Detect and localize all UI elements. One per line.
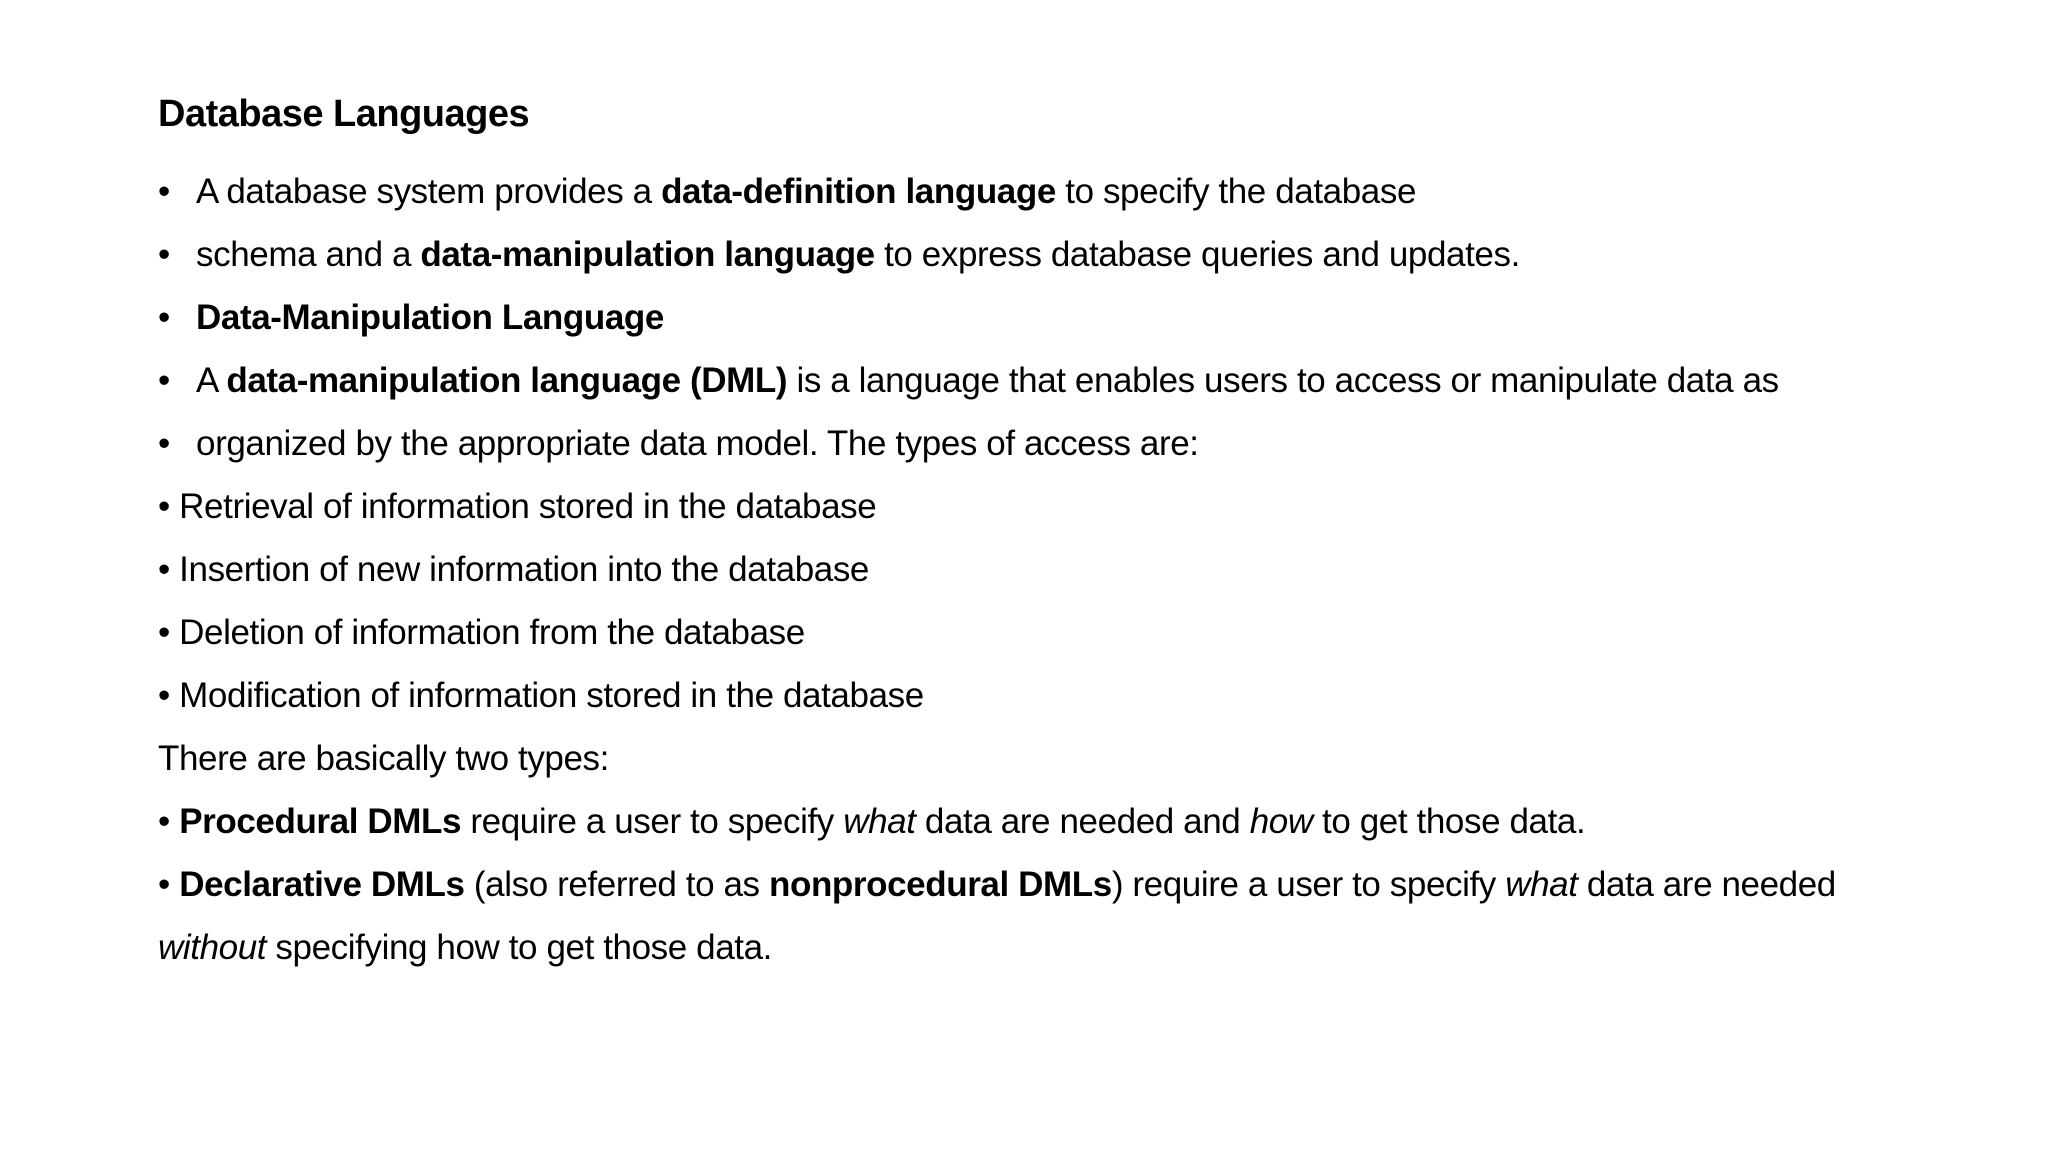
text-run: A database system provides a bbox=[196, 172, 662, 211]
italic-text-run: what bbox=[843, 802, 916, 841]
text-run: There are basically two types: bbox=[158, 739, 609, 778]
italic-text-run: without bbox=[158, 928, 267, 967]
text-run: data are needed and bbox=[915, 802, 1250, 841]
bold-text-run: Data-Manipulation Language bbox=[196, 298, 664, 337]
text-line bbox=[158, 802, 1585, 842]
bullet-text bbox=[196, 172, 1416, 212]
text-run: organized by the appropriate data model. The types of access are: bbox=[196, 424, 1199, 463]
bullet-marker: • bbox=[158, 424, 170, 463]
text-run: ) require a user to specify bbox=[1111, 865, 1506, 904]
text-line bbox=[158, 928, 772, 968]
bold-text-run: Procedural DMLs bbox=[179, 802, 462, 841]
text-run: • bbox=[158, 865, 180, 904]
text-line bbox=[158, 739, 609, 779]
bullet-line bbox=[158, 172, 1416, 212]
slide-title: Database Languages bbox=[158, 93, 530, 135]
italic-text-run: what bbox=[1505, 865, 1578, 904]
text-run: • Modification of information stored in the database bbox=[158, 676, 924, 715]
bullet-marker: • bbox=[158, 235, 170, 274]
text-run: (also referred to as bbox=[464, 865, 769, 904]
bullet-marker: • bbox=[158, 361, 170, 400]
text-run: to express database queries and updates. bbox=[874, 235, 1520, 274]
text-line bbox=[158, 550, 869, 590]
text-run: A bbox=[196, 361, 227, 400]
text-run: • Insertion of new information into the database bbox=[158, 550, 869, 589]
italic-text-run: how bbox=[1249, 802, 1313, 841]
text-line bbox=[158, 865, 1836, 905]
bullet-text bbox=[196, 298, 664, 338]
bold-text-run: Declarative DMLs bbox=[179, 865, 465, 904]
text-run: • Retrieval of information stored in the database bbox=[158, 487, 877, 526]
text-run: • bbox=[158, 802, 180, 841]
bullet-line bbox=[158, 361, 1779, 401]
bullet-text bbox=[196, 424, 1199, 464]
text-run: • Deletion of information from the database bbox=[158, 613, 805, 652]
bullet-text bbox=[196, 361, 1779, 401]
bold-text-run: nonprocedural DMLs bbox=[768, 865, 1112, 904]
text-line bbox=[158, 487, 876, 527]
bold-text-run: data-manipulation language (DML) bbox=[226, 361, 788, 400]
bold-text-run: data-manipulation language bbox=[420, 235, 875, 274]
text-run: require a user to specify bbox=[461, 802, 844, 841]
bullet-line bbox=[158, 298, 664, 338]
bold-text-run: data-definition language bbox=[661, 172, 1056, 211]
bullet-text bbox=[196, 235, 1520, 275]
bullet-line bbox=[158, 235, 1520, 275]
text-run: schema and a bbox=[196, 235, 421, 274]
bullet-marker: • bbox=[158, 298, 170, 337]
text-run: data are needed bbox=[1577, 865, 1836, 904]
text-line bbox=[158, 676, 924, 716]
text-run: to get those data. bbox=[1312, 802, 1586, 841]
text-run: specifying how to get those data. bbox=[266, 928, 773, 967]
bullet-marker: • bbox=[158, 172, 170, 211]
text-run: is a language that enables users to access or manipulate data as bbox=[787, 361, 1779, 400]
bullet-line bbox=[158, 424, 1199, 464]
text-run: to specify the database bbox=[1055, 172, 1417, 211]
text-line bbox=[158, 613, 805, 653]
